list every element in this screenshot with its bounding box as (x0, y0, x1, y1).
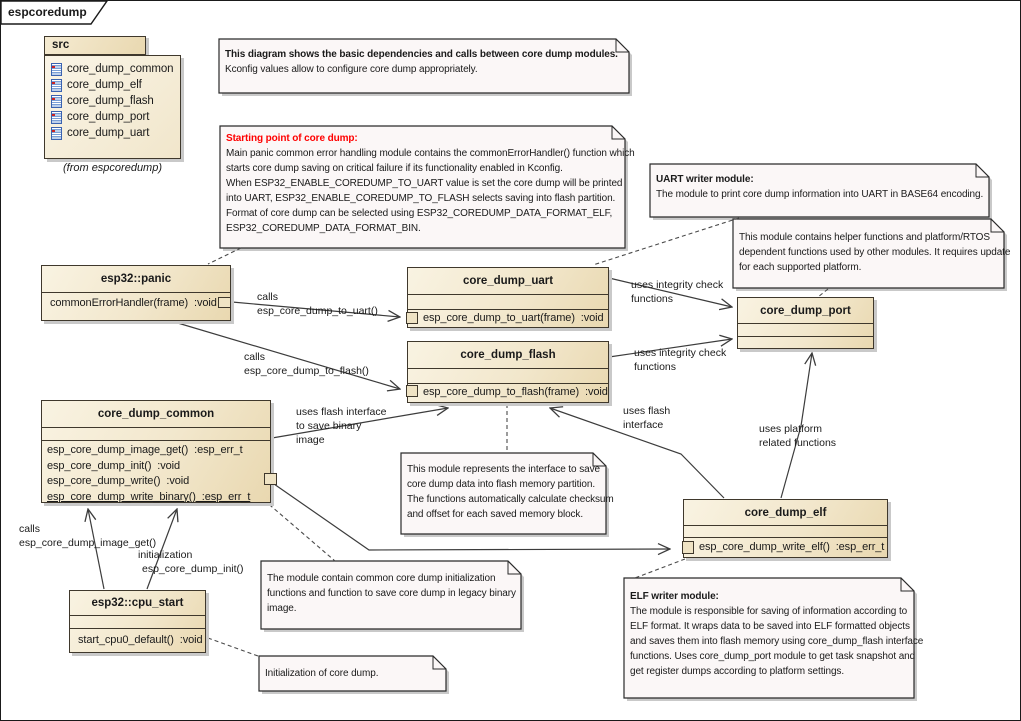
class-box-core-dump-elf[interactable] (683, 499, 888, 558)
edge-label-calls-flash: calls esp_core_dump_to_flash() (244, 351, 369, 377)
note-line: Format of core dump can be selected using ESP32_COREDUMP_DATA_FORMAT_ELF, (226, 208, 613, 219)
edge-label-integrity-uart: uses integrity check functions (631, 279, 724, 305)
notelink-elfwriter-elf (635, 559, 685, 578)
source-file-icon (51, 79, 62, 92)
note-line: This module represents the interface to save (407, 464, 600, 475)
class-box-core-dump-uart[interactable] (407, 267, 609, 328)
class-name: esp32::panic (100, 273, 172, 285)
port-elf[interactable] (682, 541, 694, 554)
note-line: and saves them into flash memory using core_dump_flash interface (630, 636, 924, 647)
method: esp_core_dump_write() :void (47, 475, 190, 487)
note-starting-point (226, 131, 635, 236)
package-item[interactable]: core_dump_uart (51, 125, 180, 141)
class-name: core_dump_port (760, 304, 851, 317)
note-line: The module to print core dump information into UART in BASE64 encoding. (656, 189, 984, 200)
source-file-icon (51, 95, 62, 108)
class-box-core-dump-port[interactable] (737, 297, 874, 349)
edge-label-calls-image-get: calls esp_core_dump_image_get() (19, 523, 157, 549)
note-line: This module contains helper functions and platform/RTOS (739, 232, 990, 243)
package-src-tab[interactable] (44, 36, 146, 55)
package-src-body[interactable] (44, 55, 181, 159)
note-line: Initialization of core dump. (265, 668, 379, 679)
method: esp_core_dump_to_flash(frame) :void (423, 386, 608, 398)
note-line: The module contain common core dump initialization (267, 573, 496, 584)
note-line: functions and function to save core dump in legacy binary (267, 588, 516, 599)
class-box-core-dump-flash[interactable] (407, 341, 609, 403)
source-file-icon (51, 111, 62, 124)
note-line: and offset for each saved memory block. (407, 509, 584, 520)
note-line: ELF format. It wraps data to be saved into ELF formatted objects (630, 621, 910, 632)
note-line: functions. Uses core_dump_port module to get task snapshot and (630, 651, 916, 662)
method: esp_core_dump_write_elf() :esp_err_t (699, 541, 885, 553)
class-box-esp32-panic[interactable] (41, 265, 231, 321)
package-item[interactable]: core_dump_flash (51, 93, 180, 109)
note-title: UART writer module: (656, 174, 754, 185)
class-box-core-dump-common[interactable] (41, 400, 271, 503)
package-name: src (52, 39, 70, 51)
edge-label-calls-uart: calls esp_core_dump_to_uart() (257, 291, 378, 317)
note-line: When ESP32_ENABLE_COREDUMP_TO_UART value is set the core dump will be printed (226, 178, 623, 189)
source-file-icon (51, 127, 62, 140)
frame-title-text: espcoredump (8, 5, 87, 19)
note-line: image. (267, 603, 297, 614)
notelink-initnote-cpustart (208, 638, 258, 656)
note-line: into UART, ESP32_ENABLE_COREDUMP_TO_FLASH selects saving into flash partition. (226, 193, 616, 204)
note-line: Kconfig values allow to configure core dump appropriately. (225, 64, 478, 75)
note-line: get register dumps according to platform settings. (630, 666, 844, 677)
frame-tab (8, 5, 87, 19)
note-line: starts core dump saving on critical failure if its functionality enabled in Kconfig. (226, 163, 563, 174)
note-common (267, 571, 516, 616)
note-line: The module is responsible for saving of information according to (630, 606, 908, 617)
note-elf-writer (630, 589, 923, 679)
note-title: Starting point of core dump: (226, 133, 358, 144)
note-init (265, 666, 378, 681)
edge-label-flash-iface: uses flash interface (623, 405, 671, 431)
method: esp_core_dump_write_binary() :esp_err_t (47, 490, 251, 503)
class-name: core_dump_flash (460, 349, 556, 361)
note-port (739, 230, 1010, 275)
package-item[interactable]: core_dump_port (51, 109, 180, 125)
edge-label-integrity-flash: uses integrity check functions (634, 347, 727, 373)
port-uart[interactable] (406, 312, 418, 324)
class-name: esp32::cpu_start (91, 597, 184, 609)
note-line: for each supported platform. (739, 262, 862, 273)
note-line: core dump data into flash memory partition. (407, 479, 596, 490)
method: esp_core_dump_init() :void (47, 459, 181, 472)
port-flash[interactable] (406, 385, 418, 397)
note-line: This diagram shows the basic dependencies and calls between core dump modules. (225, 49, 618, 60)
method: start_cpu0_default() :void (78, 634, 203, 646)
class-box-esp32-cpu-start[interactable] (69, 590, 206, 653)
note-overview (225, 47, 618, 77)
note-uart-writer (656, 172, 983, 202)
class-name: core_dump_uart (462, 275, 554, 287)
source-file-icon (51, 63, 62, 76)
edge-label-platform: uses platform related functions (759, 423, 837, 449)
note-line: The functions automatically calculate checksum (407, 494, 614, 505)
method: esp_core_dump_image_get() :esp_err_t (47, 444, 243, 456)
note-line: dependent functions used by other modules. It requires update (739, 247, 1011, 258)
package-item[interactable]: core_dump_elf (51, 77, 180, 93)
note-line: Main panic common error handling module contains the commonErrorHandler() function which (226, 148, 635, 159)
package-from-label: (from espcoredump) (62, 162, 163, 174)
class-name: core_dump_elf (744, 506, 827, 519)
port-panic[interactable] (218, 297, 231, 308)
note-flash (407, 462, 614, 522)
edge-label-init: initialization esp_core_dump_init() (138, 549, 244, 575)
class-name: core_dump_common (97, 408, 215, 420)
note-line: ESP32_COREDUMP_DATA_FORMAT_BIN. (226, 223, 421, 234)
note-title: ELF writer module: (630, 591, 719, 602)
edge-label-flash-binary: uses flash interface to save binary image (296, 406, 387, 446)
method: esp_core_dump_to_uart(frame) :void (423, 312, 604, 324)
notelink-commonnote-common (264, 500, 335, 561)
port-common[interactable] (264, 473, 277, 485)
method: commonErrorHandler(frame) :void (50, 297, 217, 309)
package-item[interactable]: core_dump_common (51, 61, 180, 77)
